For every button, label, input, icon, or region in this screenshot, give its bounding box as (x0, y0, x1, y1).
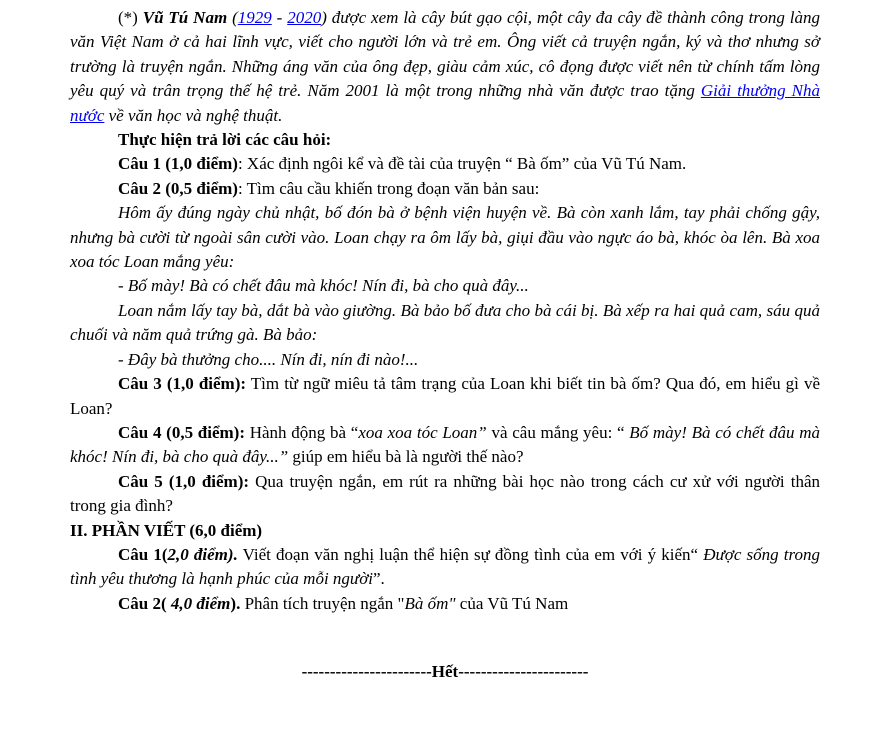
question-4-quote-2: Bố mày! Bà có chết đâu mà khóc! Nín đi, bà cho quà đây...” (70, 422, 821, 467)
question-3-label: Câu 3 (1,0 điểm): (118, 374, 247, 394)
question-4-text-2: và câu mắng yêu: “ (486, 422, 630, 442)
question-3 (70, 372, 820, 421)
intro-close-paren: ) (321, 8, 327, 27)
question-2-text: : Tìm câu cầu khiến trong đoạn văn bản sau: (237, 178, 540, 198)
writing-2-label-b: ). (230, 593, 241, 613)
question-4-text-1: Hành động bà “ (245, 422, 359, 442)
intro-dash: - (271, 8, 288, 27)
writing-2-text-1: Phân tích truyện ngắn " (240, 593, 405, 613)
writing-1-quote: Được sống trong tình yêu thương là hạnh phúc của mỗi người (70, 544, 820, 589)
intro-open-paren: ( (227, 8, 238, 27)
passage-paragraph-1: Hôm ấy đúng ngày chủ nhật, bố đón bà ở bệnh viện huyện về. Bà còn xanh lắm, tay phải chống gậy, nhưng bà cười từ ngoài sân cười vào. Loan chạy ra ôm lấy bà, giụi đầu vào ngực áo bà, khóc òa lên. Bà xoa xoa tóc Loan mắng yêu: (70, 203, 820, 272)
question-4-label: Câu 4 (0,5 điểm): (118, 422, 246, 442)
passage-paragraph-4: - Đây bà thưởng cho.... Nín đi, nín đi nào!... (118, 349, 419, 369)
writing-2-label-a: Câu 2( (118, 593, 171, 613)
author-name: Vũ Tú Nam (142, 8, 228, 27)
question-4 (70, 421, 820, 470)
instruction-heading: Thực hiện trả lời các câu hỏi: (118, 130, 332, 150)
writing-2-title: Bà ốm" (404, 593, 456, 613)
writing-1-label: Câu 1( (118, 544, 168, 564)
exam-document (70, 6, 820, 685)
question-5 (70, 470, 820, 519)
question-1-label: Câu 1 (1,0 điểm) (118, 154, 238, 174)
writing-2-score: 4,0 điểm (170, 593, 231, 613)
question-5-text: Qua truyện ngắn, em rút ra những bài học nào trong cách cư xử với người thân trong gia đình? (70, 471, 820, 516)
writing-1-score: 2,0 điểm). (167, 544, 238, 564)
writing-question-1 (70, 543, 820, 592)
section-2-heading: II. PHẦN VIẾT (6,0 điểm) (70, 520, 263, 540)
question-4-text-3: giúp em hiểu bà là người thế nào? (288, 447, 524, 467)
question-2 (70, 177, 820, 201)
writing-question-2 (70, 592, 820, 616)
question-5-label: Câu 5 (1,0 điểm): (118, 471, 250, 491)
link-year-death[interactable]: 2020 (287, 8, 322, 27)
writing-1-text-1: Viết đoạn văn nghị luận thể hiện sự đồng tình của em với ý kiến“ (237, 544, 704, 564)
passage-paragraph-3: Loan nắm lấy tay bà, dắt bà vào giường. Bà bảo bố đưa cho bà cái bị. Bà xếp ra hai quả cam, sáu quả chuối và năm quả trứng gà. Bà bảo: (70, 300, 820, 345)
question-4-quote-1: xoa xoa tóc Loan” (358, 422, 487, 442)
link-award[interactable]: Giải thưởng Nhà nước (70, 81, 820, 125)
writing-1-text-2: ”. (373, 569, 385, 589)
intro-mark: (*) (118, 8, 143, 27)
question-1 (70, 152, 820, 176)
intro-text-2: về văn học và nghệ thuật. (104, 105, 283, 125)
question-3-text: Tìm từ ngữ miêu tả tâm trạng của Loan khi biết tin bà ốm? Qua đó, em hiểu gì về Loan? (70, 374, 820, 418)
intro-text-1: được xem là cây bút gạo cội, một cây đa cây đề thành công trong làng văn Việt Nam ở cả hai lĩnh vực, viết cho người lớn và trẻ em. Ông viết cả truyện ngắn, ký và thơ nhưng sở trường là truyện ngắn. Những áng văn của ông đẹp, giàu cảm xúc, cô đọng được viết nên từ chính tấm lòng yêu quý và trân trọng thế hệ trẻ. Năm 2001 là một trong những nhà văn được trao tặng (70, 8, 820, 101)
question-1-text: : Xác định ngôi kể và đề tài của truyện “ Bà ốm” của Vũ Tú Nam. (237, 154, 687, 174)
intro-paragraph (70, 6, 820, 128)
passage-paragraph-2: - Bố mày! Bà có chết đâu mà khóc! Nín đi, bà cho quà đây... (118, 276, 529, 296)
end-marker: -----------------------Hết----------------------- (301, 662, 589, 682)
spacer (70, 616, 820, 660)
question-2-label: Câu 2 (0,5 điểm) (118, 178, 238, 198)
link-year-birth[interactable]: 1929 (237, 8, 272, 27)
writing-2-text-2: của Vũ Tú Nam (455, 593, 569, 613)
